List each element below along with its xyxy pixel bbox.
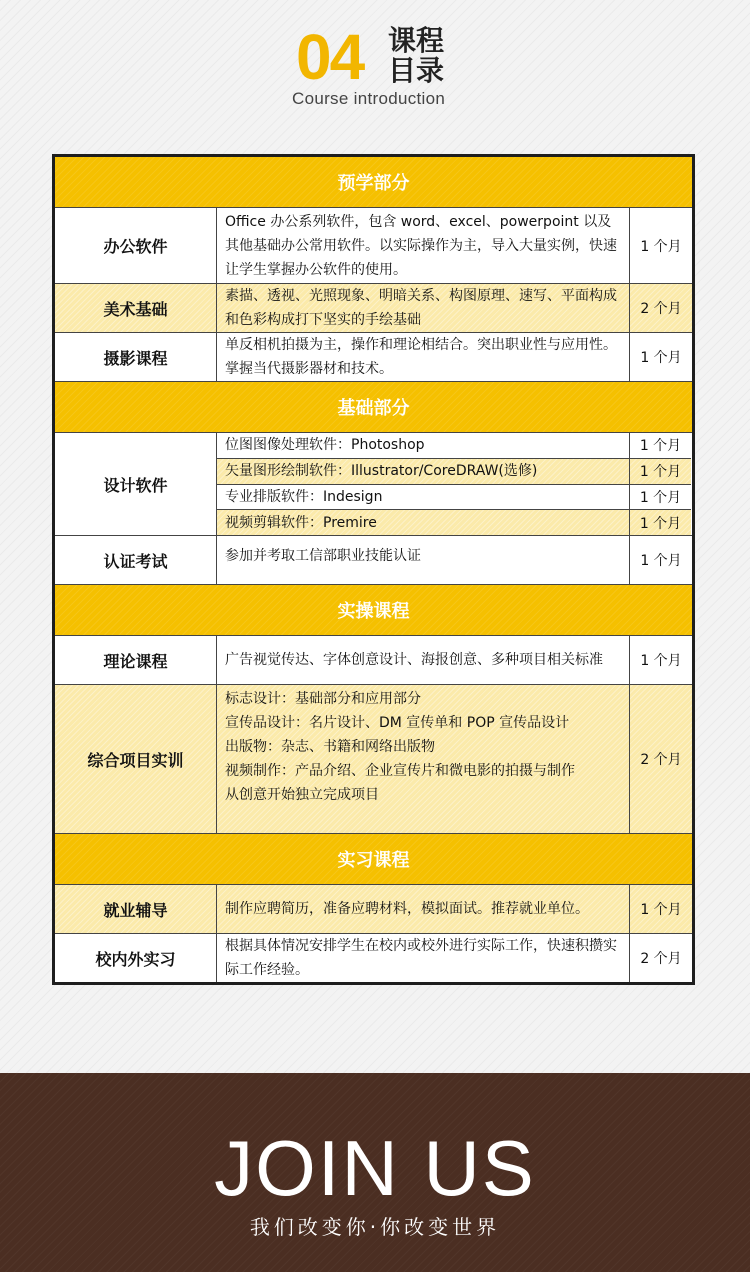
page-header: [0, 0, 750, 150]
course-description: 位图图像处理软件：Photoshop: [217, 433, 630, 458]
course-duration: 1 个月: [640, 350, 682, 366]
join-us-banner: [0, 1073, 750, 1272]
course-name: 美术基础: [55, 284, 217, 332]
section-title-line1: 课程: [388, 24, 445, 57]
course-table: [52, 154, 695, 985]
course-duration: 1 个月: [639, 515, 682, 532]
sub-course-row: [217, 459, 691, 485]
course-description: Office 办公系列软件，包含 word、excel、powerpoint 以及其他基础办公常用软件。以实际操作为主，导入大量实例，快速让学生掌握办公软件的使用。: [217, 208, 630, 283]
course-name: 校内外实习: [55, 934, 217, 982]
table-row: [55, 885, 692, 934]
table-row: [55, 333, 692, 382]
sub-course-row: [217, 485, 691, 511]
course-duration: 1 个月: [640, 653, 682, 669]
course-description: 参加并考取工信部职业技能认证: [217, 536, 630, 584]
section-header-basic: 基础部分: [55, 382, 692, 433]
course-duration: 1 个月: [639, 438, 682, 455]
section-title: [388, 26, 448, 86]
sub-course-row: [217, 433, 691, 459]
table-row: [55, 208, 692, 284]
course-description: 根据具体情况安排学生在校内或校外进行实际工作，快速积攒实际工作经验。: [217, 934, 630, 982]
table-row-design-software: [55, 433, 692, 536]
table-row: [55, 284, 692, 333]
course-duration: 1 个月: [639, 489, 682, 506]
course-description: [217, 685, 630, 833]
course-name: 理论课程: [55, 636, 217, 684]
course-duration: 1 个月: [640, 238, 682, 255]
table-row: [55, 934, 692, 982]
project-line: 出版物：杂志、书籍和网络出版物: [225, 739, 435, 755]
course-description: 专业排版软件：Indesign: [217, 485, 630, 510]
section-number: 04: [296, 21, 364, 93]
section-subtitle: Course introduction: [292, 89, 446, 108]
course-duration: 1 个月: [640, 553, 682, 569]
course-name: 就业辅导: [55, 885, 217, 933]
course-duration: 1 个月: [640, 902, 682, 918]
course-duration: 2 个月: [640, 301, 682, 317]
project-line: 宣传品设计：名片设计、DM 宣传单和 POP 宣传品设计: [225, 715, 570, 731]
course-name: 设计软件: [55, 433, 217, 535]
section-title-line2: 目录: [388, 54, 445, 87]
course-description: 视频剪辑软件：Premire: [217, 510, 630, 535]
project-line: 视频制作：产品介绍、企业宣传片和微电影的拍摄与制作: [225, 763, 575, 779]
sub-course-row: [217, 510, 691, 535]
project-line: 标志设计：基础部分和应用部分: [225, 691, 421, 707]
course-description: 广告视觉传达、字体创意设计、海报创意、多种项目相关标准: [217, 636, 630, 684]
course-name: 办公软件: [55, 208, 217, 283]
join-us-slogan: 我们改变你·你改变世界: [249, 1215, 501, 1239]
course-name: 综合项目实训: [55, 685, 217, 833]
course-name: 认证考试: [55, 536, 217, 584]
course-description: 制作应聘简历，准备应聘材料，模拟面试。推荐就业单位。: [217, 885, 630, 933]
course-description: 素描、透视、光照现象、明暗关系、构图原理、速写、平面构成和色彩构成打下坚实的手绘基础: [217, 284, 630, 332]
section-header-internship: 实习课程: [55, 834, 692, 885]
course-name: 摄影课程: [55, 333, 217, 381]
join-us-headline: JOIN US: [214, 1124, 536, 1212]
section-header-practice: 实操课程: [55, 585, 692, 636]
project-line: 从创意开始独立完成项目: [225, 787, 379, 803]
sub-course-list: [217, 433, 691, 535]
course-description: 矢量图形绘制软件：Illustrator/CoreDRAW(选修): [217, 459, 630, 484]
table-row-project: [55, 685, 692, 834]
table-row: [55, 636, 692, 685]
course-duration: 2 个月: [640, 752, 682, 768]
course-duration: 1 个月: [639, 464, 682, 481]
course-description: 单反相机拍摄为主，操作和理论相结合。突出职业性与应用性。掌握当代摄影器材和技术。: [217, 333, 630, 381]
course-duration: 2 个月: [640, 951, 682, 967]
section-header-prestudy: 预学部分: [55, 157, 692, 208]
table-row: [55, 536, 692, 585]
